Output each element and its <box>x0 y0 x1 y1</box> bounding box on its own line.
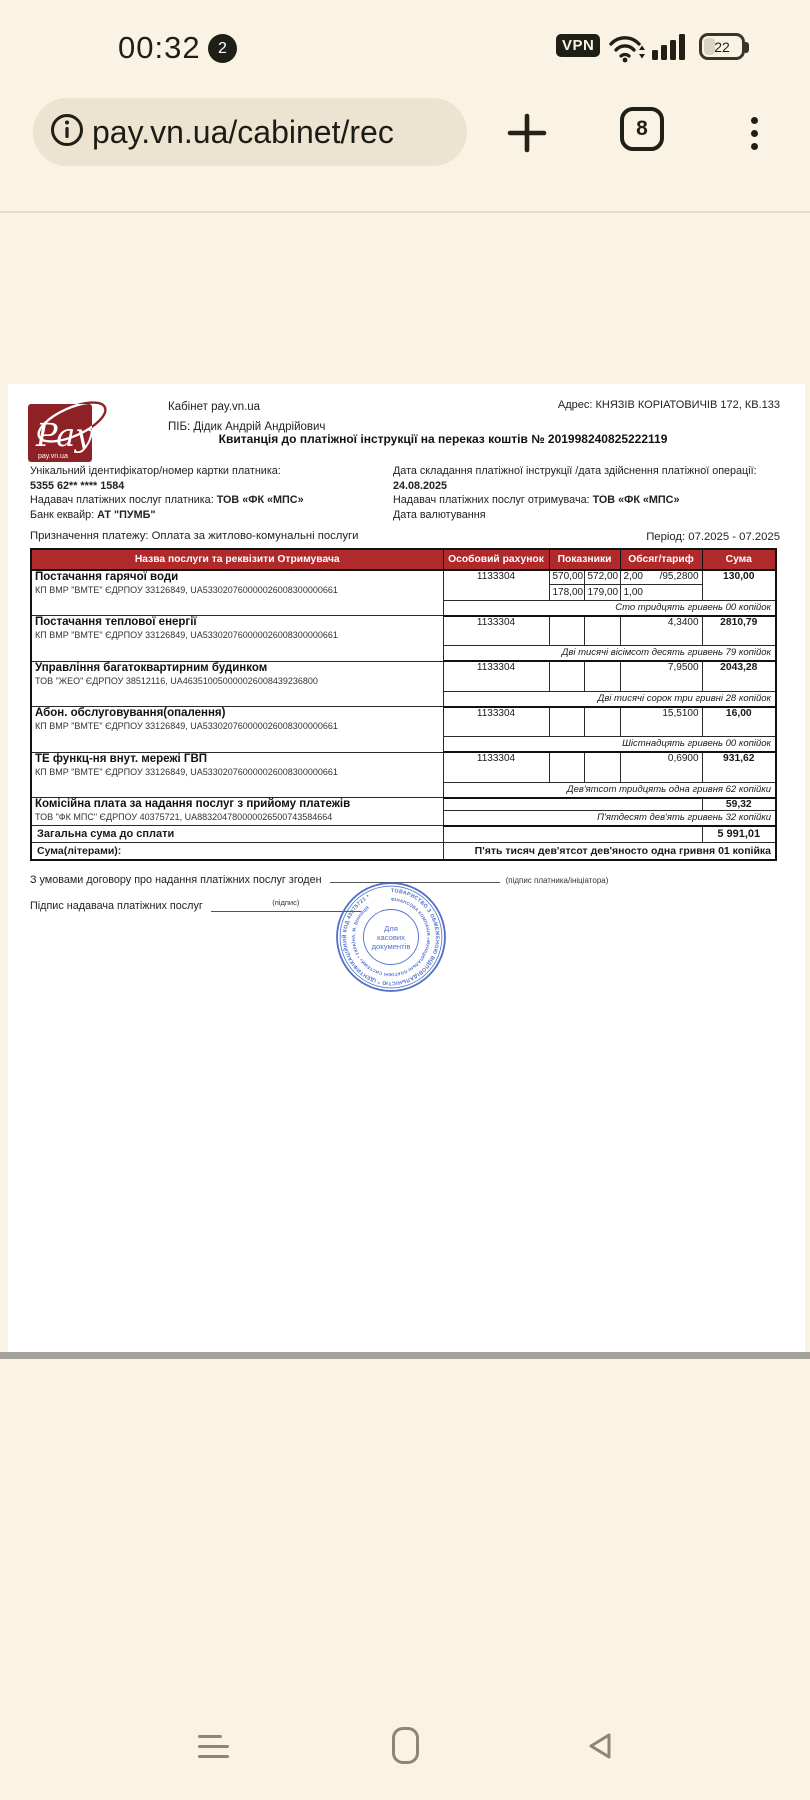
browser-toolbar <box>0 90 810 210</box>
valuation-date-label: Дата валютування <box>393 508 486 521</box>
meter-curr: 572,00 <box>584 570 620 584</box>
amount-words: Дві тисячі сорок три гривні 28 копійок <box>443 691 776 707</box>
service-details: КП ВМР "ВМТЕ" ЄДРПОУ 33126849, UA533020760000026008300000661 <box>35 721 338 731</box>
tariff: /95,2800 <box>659 571 699 582</box>
toolbar-divider <box>0 211 810 213</box>
amount-words: Дев'ятсот тридцять одна гривня 62 копійки <box>443 782 776 798</box>
table-row <box>31 570 776 584</box>
page-end-shadow <box>0 1352 810 1359</box>
amount-words: П'ятдесят дев'ять гривень 32 копійки <box>443 810 776 826</box>
amount-words: Дві тисячі вісімсот десять гривень 79 копійок <box>443 646 776 662</box>
meter-prev: 178,00 <box>549 584 584 600</box>
table-row <box>31 661 776 691</box>
service-name: Постачання гарячої води <box>35 571 179 583</box>
operation-date-label: Дата складання платіжної інструкції /дата здійснення платіжної операції: <box>393 465 757 477</box>
logo-brand-text: Pay <box>36 416 94 454</box>
service-name: Абон. обслуговування(опалення) <box>35 707 226 719</box>
tariff: 0,6900 <box>620 752 702 782</box>
payer-address: Адрес: КНЯЗІВ КОРІАТОВИЧІВ 172, КВ.133 <box>557 399 780 411</box>
total-label: Загальна сума до сплати <box>31 826 443 843</box>
payment-purpose <box>30 530 358 542</box>
total-row <box>31 826 776 843</box>
payer-info-block <box>30 464 385 522</box>
billing-period: Період: 07.2025 - 07.2025 <box>646 531 780 543</box>
amount: 16,00 <box>702 707 776 737</box>
receipt-title: Квитанція до платіжної інструкції на переказ коштів № 201998240825222119 <box>218 432 668 446</box>
receiver-psp-value: ТОВ «ФК «МПС» <box>592 494 680 506</box>
psp-sign-text: Підпис надавача платіжних послуг <box>30 900 203 912</box>
amount-words: Сто тридцять гривень 00 копійок <box>443 600 776 616</box>
account-number: 1133304 <box>443 661 549 691</box>
col-tariff: Обсяг/тариф <box>620 549 702 570</box>
stamp-outer-ring-text: ТОВАРИСТВО З ОБМЕЖЕНОЮ ВІДПОВІДАЛЬНІСТЮ * ІДЕНТИФІКАЦІЙНИЙ КОД 40375721 * <box>342 888 440 986</box>
total-words-label: Сума(літерами): <box>31 843 443 860</box>
col-amount: Сума <box>702 549 776 570</box>
total-words-value: П'ять тисяч дев'ятсот дев'яносто одна гривня 01 копійка <box>443 843 776 860</box>
table-header-row <box>31 549 776 570</box>
services-table <box>30 548 777 861</box>
logo-domain-text: pay.vn.ua <box>38 453 68 460</box>
account-number: 1133304 <box>443 570 549 600</box>
receipt-document <box>8 384 805 1352</box>
tariff: 4,3400 <box>620 616 702 646</box>
service-details: КП ВМР "ВМТЕ" ЄДРПОУ 33126849, UA533020760000026008300000661 <box>35 630 338 640</box>
url-text[interactable]: pay.vn.ua/cabinet/rec <box>92 113 394 150</box>
card-number: 5355 62** **** 1584 <box>30 479 125 492</box>
col-meters: Показники <box>549 549 620 570</box>
vpn-badge: VPN <box>556 34 600 57</box>
receiver-psp-label: Надавач платіжних послуг отримувача: <box>393 494 593 506</box>
operation-date-value: 24.08.2025 <box>393 479 448 492</box>
stamp-inner-ring-text: ФІНАНСОВА КОМПАНІЯ «МУНІЦИПАЛЬНІ ПЛАТІЖНІ СИСТЕМИ» * УКРАЇНА, М. ВІННИЦЯ <box>350 896 432 978</box>
amount-words: Шістнадцять гривень 00 копійок <box>443 737 776 753</box>
recents-icon <box>198 1735 222 1738</box>
service-details: КП ВМР "ВМТЕ" ЄДРПОУ 33126849, UA533020760000026008300000661 <box>35 766 338 777</box>
acquirer-bank-label: Банк еквайр: <box>30 508 98 521</box>
purpose-label: Призначення платежу: <box>30 530 152 542</box>
col-account: Особовий рахунок <box>443 549 549 570</box>
android-navigation-bar <box>0 1700 810 1800</box>
tariff: 15,5100 <box>620 707 702 737</box>
amount: 59,32 <box>702 798 776 811</box>
volume: 2,00 <box>623 571 643 582</box>
volume: 1,00 <box>623 586 643 598</box>
purpose-value: Оплата за житлово-комунальні послуги <box>151 530 359 542</box>
account-number: 1133304 <box>443 707 549 737</box>
amount: 130,00 <box>702 570 776 600</box>
signal-strength-icon <box>652 34 685 60</box>
payer-psp-value: ТОВ «ФК «МПС» <box>216 494 304 506</box>
agree-note: (підпис платника/ініціатора) <box>505 876 609 885</box>
payer-signature-line <box>30 871 608 886</box>
account-number: 1133304 <box>443 616 549 646</box>
amount: 2043,28 <box>702 661 776 691</box>
new-tab-button[interactable] <box>498 104 556 162</box>
acquirer-bank-value: АТ "ПУМБ" <box>97 508 156 521</box>
home-button[interactable] <box>392 1727 419 1764</box>
page-info-icon[interactable] <box>50 113 84 152</box>
battery-nub <box>745 42 749 53</box>
recents-button[interactable] <box>198 1730 230 1762</box>
company-stamp <box>335 881 447 998</box>
meter-curr: 179,00 <box>584 584 620 600</box>
service-name: ТЕ функц-ня внут. мережі ГВП <box>35 752 208 765</box>
tariff: 7,9500 <box>620 661 702 691</box>
amount: 931,62 <box>702 752 776 782</box>
notification-count-badge: 2 <box>208 34 237 63</box>
pay-vn-ua-logo <box>26 396 122 471</box>
service-details: ТОВ "ФК МПС" ЄДРПОУ 40375721, UA883204780000026500743584664 <box>35 812 333 822</box>
status-bar <box>0 0 810 85</box>
payer-name: ПІБ: Дідик Андрій Андрійович <box>168 421 326 433</box>
service-details: КП ВМР "ВМТЕ" ЄДРПОУ 33126849, UA533020760000026008300000661 <box>35 585 338 595</box>
battery-indicator <box>699 33 745 60</box>
total-in-words-row <box>31 843 776 860</box>
total-amount: 5 991,01 <box>702 826 776 843</box>
tab-switcher-button[interactable] <box>620 107 664 151</box>
card-label: Унікальний ідентифікатор/номер картки платника: <box>30 465 281 477</box>
cabinet-label: Кабінет pay.vn.ua <box>168 401 261 413</box>
tab-count: 8 <box>636 117 648 140</box>
stamp-center-line3: документів <box>371 942 411 952</box>
agree-text: З умовами договору про надання платіжних послуг згоден <box>30 874 322 886</box>
browser-menu-button[interactable] <box>742 107 766 159</box>
provider-signature-line <box>30 898 361 912</box>
col-service: Назва послуги та реквізити Отримувача <box>31 549 443 570</box>
service-name: Управління багатоквартирним будинком <box>35 661 268 674</box>
service-details: ТОВ "ЖЕО" ЄДРПОУ 38512116, UA463510050000026008439236800 <box>35 675 318 686</box>
payer-psp-label: Надавач платіжних послуг платника: <box>30 494 217 506</box>
operation-info-block <box>393 464 783 522</box>
table-row <box>31 752 776 782</box>
meter-prev: 570,00 <box>549 570 584 584</box>
account-number: 1133304 <box>443 752 549 782</box>
service-name: Комісійна плата за надання послуг з прийому платежів <box>35 798 351 810</box>
battery-percent: 22 <box>714 38 730 55</box>
signature-blank: (підпис) <box>211 898 361 912</box>
clock: 00:32 <box>118 30 201 65</box>
amount: 2810,79 <box>702 616 776 646</box>
table-row <box>31 616 776 646</box>
wifi-icon <box>609 32 645 69</box>
url-bar[interactable] <box>33 98 467 166</box>
table-row <box>31 707 776 737</box>
stamp-center-line2: касових <box>376 933 406 943</box>
commission-row <box>31 798 776 811</box>
service-name: Постачання теплової енергії <box>35 616 197 628</box>
stamp-center-line1: Для <box>384 923 398 933</box>
back-button[interactable] <box>585 1731 615 1766</box>
